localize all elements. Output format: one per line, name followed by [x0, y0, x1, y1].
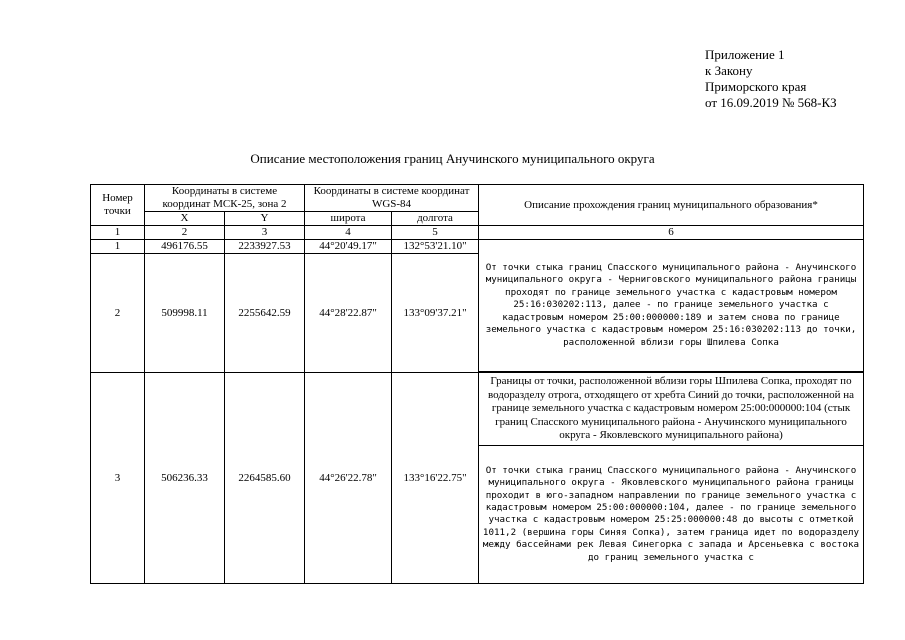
column-number-row [91, 226, 864, 240]
cell-x: 496176.55 [145, 240, 225, 254]
cell-point: 1 [91, 240, 145, 254]
annex-line: Приложение 1 [705, 47, 785, 62]
header-wgs-group: Координаты в системе координат WGS-84 [305, 185, 479, 212]
header-row [91, 185, 864, 212]
document-title: Описание местоположения границ Анучинского муниципального округа [250, 151, 655, 166]
column-number: 4 [305, 226, 392, 240]
header-point-no: Номер точки [91, 185, 145, 226]
header-y: Y [225, 212, 305, 226]
table-row [91, 240, 864, 254]
cell-description: Границы от точки, расположенной вблизи горы Шпилева Сопка, проходят по водоразделу отрога, отходящего от хребта Синий до точки, расположенной на границе земельного участка с кадастровым номером 25:00:000000:104 (стык границ Спасского муниципального района - Анучинского муниципального округа - Яковлевского муниципального района) [479, 373, 864, 446]
cell-description: От точки стыка границ Спасского муниципального района - Анучинского муниципального округа - Яковлевского муниципального района границы проходит в юго-западном направлении по границе земельного участка с кадастровым номером 25:00:000000:104, далее - по границе земельного участка с кадастровым номером 25:25:000000:48 до высоты с отметкой 1011,2 (вершина горы Синяя Сопка), затем граница идет по водоразделу между бассейнами рек Левая Синегорка с запада и Арсеньевка с востока до границ земельного участка с [479, 445, 864, 583]
cell-lat: 44°28'22.87" [305, 254, 392, 373]
cell-description: От точки стыка границ Спасского муниципального района - Анучинского муниципального округа - Черниговского муниципального района границы проходят по границе земельного участка с кадастровым номером 25:16:030202:113, далее - по границе земельного участка с кадастровым номером 25:00:000000:189 и затем снова по границе земельного участка с кадастровым номером 25:16:030202:113 до точки, расположенной вблизи горы Шпилева Сопка [479, 240, 864, 372]
header-x: X [145, 212, 225, 226]
table-row [91, 373, 864, 446]
annex-line: от 16.09.2019 № 568-КЗ [705, 95, 837, 110]
column-number: 5 [392, 226, 479, 240]
cell-lat: 44°26'22.78" [305, 373, 392, 584]
annex-line: к Закону [705, 63, 753, 78]
column-number: 6 [479, 226, 864, 240]
cell-lon: 133°09'37.21" [392, 254, 479, 373]
cell-point: 3 [91, 373, 145, 584]
cell-lat: 44°20'49.17" [305, 240, 392, 254]
cell-point: 2 [91, 254, 145, 373]
cell-lon: 133°16'22.75" [392, 373, 479, 584]
column-number: 2 [145, 226, 225, 240]
cell-y: 2264585.60 [225, 373, 305, 584]
header-msk-group: Координаты в системе координат МСК-25, зона 2 [145, 185, 305, 212]
cell-y: 2255642.59 [225, 254, 305, 373]
annex-line: Приморского края [705, 79, 807, 94]
column-number: 3 [225, 226, 305, 240]
header-lat: широта [305, 212, 392, 226]
cell-x: 506236.33 [145, 373, 225, 584]
cell-y: 2233927.53 [225, 240, 305, 254]
header-lon: долгота [392, 212, 479, 226]
coordinates-table [90, 184, 864, 584]
cell-lon: 132°53'21.10" [392, 240, 479, 254]
column-number: 1 [91, 226, 145, 240]
header-description: Описание прохождения границ муниципального образования* [479, 185, 864, 226]
cell-x: 509998.11 [145, 254, 225, 373]
